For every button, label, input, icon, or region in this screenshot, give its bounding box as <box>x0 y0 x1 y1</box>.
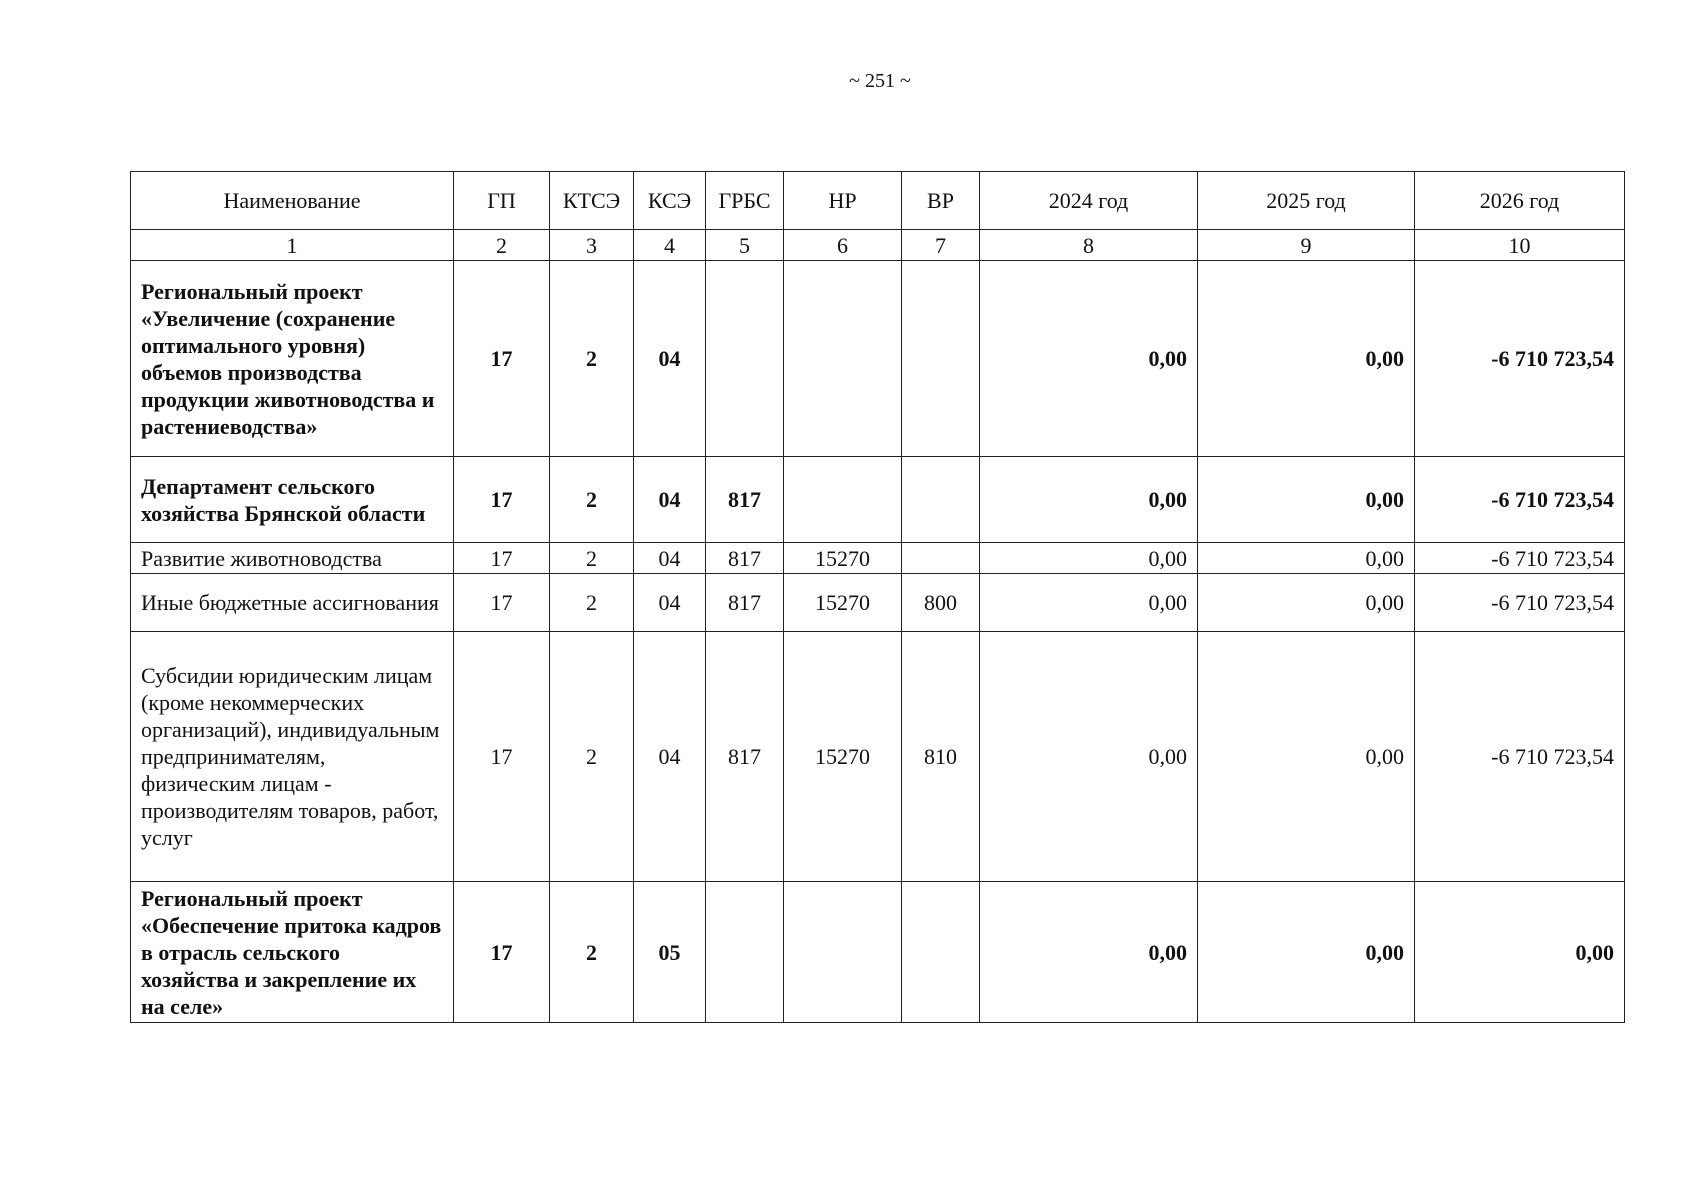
row-vr <box>902 543 980 574</box>
row-grbs: 817 <box>706 574 784 632</box>
row-2026: -6 710 723,54 <box>1415 543 1625 574</box>
row-2025: 0,00 <box>1198 574 1415 632</box>
header-ktse: КТСЭ <box>550 172 634 230</box>
row-name: Департамент сельского хозяйства Брянской области <box>131 457 454 543</box>
header-grbs: ГРБС <box>706 172 784 230</box>
row-grbs: 817 <box>706 632 784 882</box>
page-number: ~ 251 ~ <box>849 70 911 92</box>
table-row <box>131 543 1625 574</box>
row-2024: 0,00 <box>980 261 1198 457</box>
table-row <box>131 632 1625 882</box>
header-2024: 2024 год <box>980 172 1198 230</box>
row-nr: 15270 <box>784 543 902 574</box>
row-nr <box>784 457 902 543</box>
header-name: Наименование <box>131 172 454 230</box>
header-kse: КСЭ <box>634 172 706 230</box>
column-index: 1 <box>131 230 454 261</box>
row-2025: 0,00 <box>1198 261 1415 457</box>
header-row <box>131 172 1625 230</box>
row-nr <box>784 261 902 457</box>
row-2026: -6 710 723,54 <box>1415 574 1625 632</box>
row-nr: 15270 <box>784 632 902 882</box>
row-nr <box>784 882 902 1023</box>
column-index: 10 <box>1415 230 1625 261</box>
row-grbs <box>706 882 784 1023</box>
column-index: 6 <box>784 230 902 261</box>
budget-table <box>130 171 1625 1023</box>
header-gp: ГП <box>454 172 550 230</box>
header-2025: 2025 год <box>1198 172 1415 230</box>
row-vr <box>902 457 980 543</box>
row-2026: 0,00 <box>1415 882 1625 1023</box>
column-index: 2 <box>454 230 550 261</box>
column-index: 3 <box>550 230 634 261</box>
row-kse: 04 <box>634 457 706 543</box>
row-name: Развитие животноводства <box>131 543 454 574</box>
row-grbs: 817 <box>706 543 784 574</box>
row-kse: 04 <box>634 574 706 632</box>
row-ktse: 2 <box>550 882 634 1023</box>
row-gp: 17 <box>454 543 550 574</box>
row-name: Субсидии юридическим лицам (кроме некоммерческих организаций), индивидуальным предпринимателям, физическим лицам - производителям товаров, работ, услуг <box>131 632 454 882</box>
row-grbs: 817 <box>706 457 784 543</box>
row-gp: 17 <box>454 632 550 882</box>
row-2024: 0,00 <box>980 457 1198 543</box>
row-ktse: 2 <box>550 632 634 882</box>
row-name: Иные бюджетные ассигнования <box>131 574 454 632</box>
row-ktse: 2 <box>550 457 634 543</box>
column-index-row <box>131 230 1625 261</box>
row-2024: 0,00 <box>980 543 1198 574</box>
row-gp: 17 <box>454 574 550 632</box>
row-2026: -6 710 723,54 <box>1415 457 1625 543</box>
row-kse: 04 <box>634 261 706 457</box>
row-vr <box>902 882 980 1023</box>
row-2024: 0,00 <box>980 882 1198 1023</box>
table-row <box>131 574 1625 632</box>
row-vr <box>902 261 980 457</box>
column-index: 4 <box>634 230 706 261</box>
row-kse: 05 <box>634 882 706 1023</box>
row-2026: -6 710 723,54 <box>1415 261 1625 457</box>
row-grbs <box>706 261 784 457</box>
column-index: 7 <box>902 230 980 261</box>
row-2025: 0,00 <box>1198 543 1415 574</box>
row-kse: 04 <box>634 543 706 574</box>
header-nr: НР <box>784 172 902 230</box>
column-index: 8 <box>980 230 1198 261</box>
column-index: 9 <box>1198 230 1415 261</box>
row-2024: 0,00 <box>980 632 1198 882</box>
column-index: 5 <box>706 230 784 261</box>
row-2025: 0,00 <box>1198 882 1415 1023</box>
header-2026: 2026 год <box>1415 172 1625 230</box>
row-2025: 0,00 <box>1198 632 1415 882</box>
row-ktse: 2 <box>550 261 634 457</box>
row-vr: 800 <box>902 574 980 632</box>
row-ktse: 2 <box>550 543 634 574</box>
row-name: Региональный проект «Увеличение (сохранение оптимального уровня) объемов производства продукции животноводства и растениеводства» <box>131 261 454 457</box>
row-kse: 04 <box>634 632 706 882</box>
row-2025: 0,00 <box>1198 457 1415 543</box>
row-vr: 810 <box>902 632 980 882</box>
row-2024: 0,00 <box>980 574 1198 632</box>
row-gp: 17 <box>454 882 550 1023</box>
header-vr: ВР <box>902 172 980 230</box>
row-ktse: 2 <box>550 574 634 632</box>
row-2026: -6 710 723,54 <box>1415 632 1625 882</box>
row-gp: 17 <box>454 261 550 457</box>
row-nr: 15270 <box>784 574 902 632</box>
row-gp: 17 <box>454 457 550 543</box>
table-row <box>131 882 1625 1023</box>
row-name: Региональный проект «Обеспечение притока кадров в отрасль сельского хозяйства и закрепление их на селе» <box>131 882 454 1023</box>
table-row <box>131 261 1625 457</box>
table-row <box>131 457 1625 543</box>
